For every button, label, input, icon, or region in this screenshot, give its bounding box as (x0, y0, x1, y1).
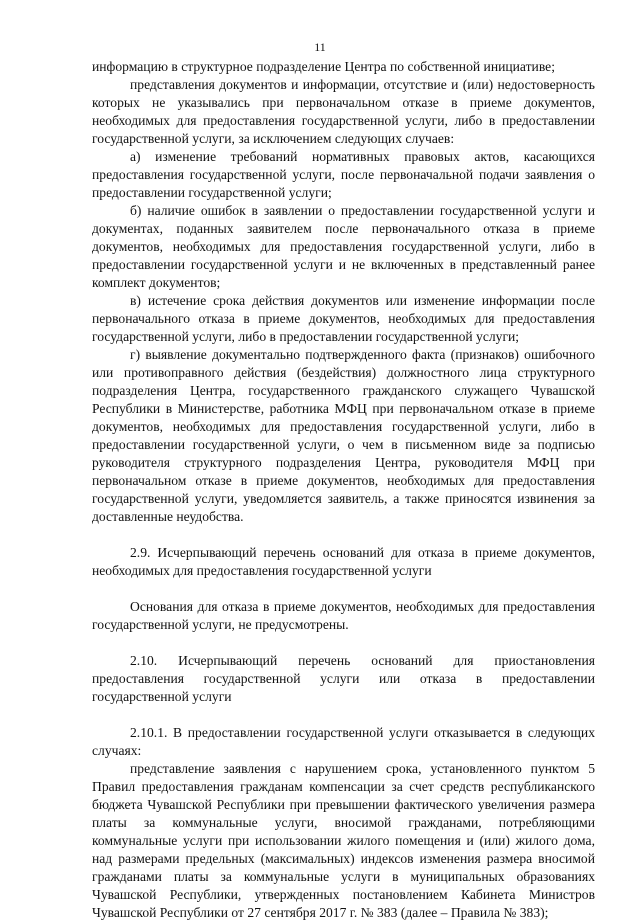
document-body (92, 58, 595, 922)
paragraph: 2.10. Исчерпывающий перечень оснований для приостановления предоставления государственной услуги или отказа в предоставлении государственной услуги (92, 653, 595, 704)
paragraph: 2.10.1. В предоставлении государственной услуги отказывается в следующих случаях: (92, 725, 595, 758)
paragraph: а) изменение требований нормативных правовых актов, касающихся предоставления государственной услуги, после первоначальной подачи заявления о предоставлении государственной услуги; (92, 149, 595, 200)
paragraph-spacer (92, 526, 595, 544)
paragraph: г) выявление документально подтвержденного факта (признаков) ошибочного или противоправного действия (бездействия) должностного лица структурного подразделения Центра, государственного гражданского служащего Чувашской Республики в Министерстве, работника МФЦ при первоначальном отказе в приеме документов, необходимых для предоставления государственной услуги, либо в предоставлении государственной услуги, о чем в письменном виде за подписью руководителя структурного подразделения Центра, руководителя МФЦ при первоначальном отказе в приеме документов, необходимых для предоставления государственной услуги, уведомляется заявитель, а также приносятся извинения за доставленные неудобства. (92, 347, 595, 524)
paragraph: информацию в структурное подразделение Центра по собственной инициативе; (92, 59, 555, 74)
paragraph: б) наличие ошибок в заявлении о предоставлении государственной услуги и документах, поданных заявителем после первоначального отказа в приеме документов, необходимых для предоставления государственной услуги, либо в предоставлении государственной услуги и не включенных в представленный ранее комплект документов; (92, 203, 595, 290)
paragraph: в) истечение срока действия документов или изменение информации после первоначального отказа в приеме документов, необходимых для предоставления государственной услуги, либо в предоставлении государственной услуги; (92, 293, 595, 344)
paragraph-spacer (92, 706, 595, 724)
paragraph: представление заявления с нарушением срока, установленного пунктом 5 Правил предоставления гражданам компенсации за счет средств республиканского бюджета Чувашской Республики при превышении фактического увеличения размера платы за коммунальные услуги, вносимой гражданами, потребляющими коммунальные услуги при использовании жилого помещения и (или) жилого дома, над размерами предельных (максимальных) индексов изменения размера вносимой гражданами платы за коммунальные услуги в муниципальных образованиях Чувашской Республики, утвержденных постановлением Кабинета Министров Чувашской Республики от 27 сентября 2017 г. № 383 (далее – Правила № 383); (92, 761, 595, 920)
paragraph: 2.9. Исчерпывающий перечень оснований для отказа в приеме документов, необходимых для предоставления государственной услуги (92, 545, 595, 578)
paragraph-spacer (92, 580, 595, 598)
paragraph: представления документов и информации, отсутствие и (или) недостоверность которых не указывались при первоначальном отказе в приеме документов, необходимых для предоставления государственной услуги, либо в предоставлении государственной услуги, за исключением следующих случаев: (92, 77, 595, 146)
paragraph-spacer (92, 634, 595, 652)
paragraph: Основания для отказа в приеме документов, необходимых для предоставления государственной услуги, не предусмотрены. (92, 599, 595, 632)
page-number: 11 (314, 40, 326, 54)
